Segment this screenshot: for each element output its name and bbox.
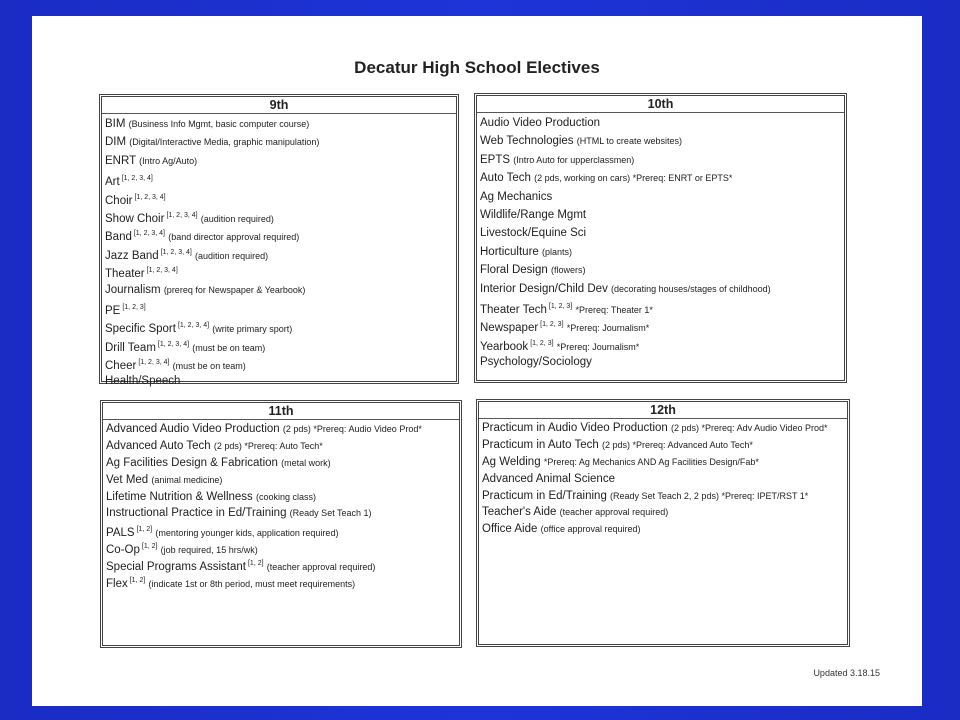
elective-name: Audio Video Production: [480, 117, 600, 129]
elective-name: Instructional Practice in Ed/Training: [106, 507, 287, 520]
period-marker: [1, 2]: [247, 560, 264, 568]
elective-name: Ag Welding: [482, 455, 541, 468]
elective-note: (2 pds, working on cars) *Prereq: ENRT or EPTS*: [534, 173, 733, 184]
elective-note: *Prereq: Theater 1*: [575, 304, 653, 315]
grade-9-box: [99, 94, 459, 388]
elective-name: Advanced Audio Video Production: [106, 423, 280, 435]
elective-note: (Intro Ag/Auto): [139, 155, 198, 166]
elective-note: (teacher approval required): [559, 507, 669, 518]
elective-item: [480, 316, 841, 334]
elective-item: [480, 298, 841, 316]
elective-note: (2 pds) *Prereq: Advanced Auto Tech*: [601, 439, 753, 450]
elective-name: Psychology/Sociology: [480, 356, 592, 369]
elective-name: Web Technologies: [480, 135, 574, 148]
elective-name: Special Programs Assistant: [106, 561, 246, 574]
grade-10-list: [477, 113, 844, 372]
elective-item: [105, 207, 453, 225]
grade-9-heading: 9th: [102, 97, 456, 114]
period-marker: [1, 2]: [129, 577, 146, 585]
elective-item: [105, 354, 453, 372]
elective-item: [106, 489, 456, 506]
elective-item: [105, 115, 453, 133]
elective-note: (audition required): [200, 213, 274, 224]
updated-date: Updated 3.18.15: [813, 668, 880, 678]
elective-note: (Ready Set Teach 2, 2 pds) *Prereq: IPET/RST 1*: [610, 490, 809, 501]
elective-item: [105, 281, 453, 299]
elective-item: [480, 169, 841, 187]
elective-note: (decorating houses/stages of childhood): [611, 283, 771, 294]
grade-11-heading: 11th: [103, 403, 459, 420]
elective-name: Floral Design: [480, 264, 548, 277]
elective-name: ENRT: [105, 154, 136, 167]
elective-item: [105, 170, 453, 188]
elective-name: Flex: [106, 578, 128, 590]
elective-note: (job required, 15 hrs/wk): [160, 545, 258, 556]
elective-name: DIM: [105, 136, 127, 149]
elective-item: [482, 471, 844, 488]
grade-12-box: [476, 399, 850, 647]
elective-name: Ag Facilities Design & Fabrication: [106, 456, 278, 469]
period-marker: [1, 2, 3, 4]: [133, 230, 165, 238]
elective-item: [480, 206, 841, 224]
elective-name: Cheer: [105, 360, 137, 373]
elective-name: Drill Team: [105, 341, 156, 354]
period-marker: [1, 2, 3]: [540, 321, 564, 329]
elective-name: Ag Mechanics: [480, 190, 553, 203]
elective-note: (must be on team): [172, 361, 246, 372]
elective-note: (indicate 1st or 8th period, must meet requirements): [148, 579, 356, 590]
elective-name: BIM: [105, 118, 126, 130]
period-marker: [1, 2, 3, 4]: [138, 359, 170, 367]
elective-item: [482, 521, 844, 538]
elective-name: Band: [105, 231, 132, 244]
period-marker: [1, 2, 3, 4]: [146, 267, 178, 275]
elective-item: [482, 488, 844, 505]
elective-item: [105, 244, 453, 262]
grade-11-box: [100, 400, 462, 648]
elective-name: PE: [105, 304, 121, 317]
period-marker: [1, 2, 3, 4]: [160, 248, 192, 256]
elective-item: [480, 224, 841, 242]
elective-item: [106, 522, 456, 539]
elective-name: Advanced Animal Science: [482, 472, 615, 485]
document-page: [32, 16, 922, 706]
elective-name: Yearbook: [480, 340, 529, 353]
elective-item: [106, 472, 456, 489]
elective-note: (flowers): [550, 265, 586, 276]
elective-name: Livestock/Equine Sci: [480, 227, 587, 240]
elective-name: PALS: [106, 527, 135, 540]
period-marker: [1, 2, 3]: [122, 303, 146, 311]
grade-10-heading: 10th: [477, 96, 844, 113]
elective-item: [482, 420, 844, 437]
elective-name: Theater Tech: [480, 303, 547, 316]
elective-note: (cooking class): [256, 491, 317, 502]
elective-item: [482, 454, 844, 471]
elective-note: (Ready Set Teach 1): [289, 508, 372, 519]
elective-name: Show Choir: [105, 212, 165, 225]
elective-name: Office Aide: [482, 523, 538, 536]
elective-item: [105, 152, 453, 170]
elective-item: [106, 539, 456, 556]
elective-note: (2 pds) *Prereq: Auto Tech*: [213, 440, 323, 451]
elective-name: Jazz Band: [105, 249, 159, 262]
elective-item: [106, 455, 456, 472]
period-marker: [1, 2, 3, 4]: [166, 211, 198, 219]
elective-name: EPTS: [480, 153, 511, 166]
elective-item: [105, 336, 453, 354]
period-marker: [1, 2, 3, 4]: [157, 340, 190, 348]
page-title: Decatur High School Electives: [354, 58, 600, 77]
elective-name: Practicum in Ed/Training: [482, 489, 607, 502]
period-marker: [1, 2, 3]: [530, 339, 554, 347]
elective-item: [106, 505, 456, 522]
elective-name: Health/Speech: [105, 375, 181, 388]
period-marker: [1, 2, 3]: [548, 302, 573, 310]
elective-note: (2 pds) *Prereq: Adv Audio Video Prod*: [671, 423, 828, 433]
elective-item: [482, 437, 844, 454]
elective-note: (Intro Auto for upperclassmen): [513, 154, 635, 165]
elective-name: Wildlife/Range Mgmt: [480, 208, 587, 221]
grade-12-list: [479, 419, 847, 539]
elective-name: Vet Med: [106, 473, 149, 486]
elective-note: (write primary sport): [212, 324, 293, 335]
elective-item: [105, 133, 453, 151]
elective-item: [480, 188, 841, 206]
elective-name: Co-Op: [106, 544, 140, 557]
elective-name: Newspaper: [480, 322, 539, 335]
elective-note: (metal work): [281, 457, 331, 468]
elective-item: [105, 262, 453, 280]
period-marker: [1, 2]: [141, 543, 158, 551]
elective-name: Auto Tech: [480, 172, 531, 185]
elective-note: *Prereq: Journalism*: [566, 323, 650, 334]
elective-note: *Prereq: Ag Mechanics AND Ag Facilities Design/Fab*: [543, 456, 759, 467]
grade-9-list: [102, 114, 456, 392]
elective-item: [106, 438, 456, 455]
elective-note: (plants): [542, 246, 573, 257]
elective-note: (animal medicine): [151, 474, 223, 485]
elective-note: (2 pds) *Prereq: Audio Video Prod*: [282, 424, 422, 434]
elective-note: (Business Info Mgmt, basic computer course): [128, 119, 310, 129]
elective-item: [106, 556, 456, 573]
elective-name: Theater: [105, 268, 145, 281]
elective-item: [480, 132, 841, 150]
elective-note: (band director approval required): [168, 232, 300, 243]
elective-item: [480, 335, 841, 353]
elective-item: [106, 573, 456, 590]
elective-note: (Digital/Interactive Media, graphic manipulation): [129, 137, 320, 148]
elective-note: (mentoring younger kids, application required): [155, 528, 339, 539]
elective-item: [105, 372, 453, 390]
period-marker: [1, 2]: [136, 526, 153, 534]
elective-name: Practicum in Audio Video Production: [482, 422, 668, 434]
elective-name: Art: [105, 176, 120, 189]
elective-name: Horticulture: [480, 245, 539, 258]
elective-note: (audition required): [195, 250, 269, 261]
elective-item: [105, 189, 453, 207]
grade-12-heading: 12th: [479, 402, 847, 419]
elective-item: [480, 151, 841, 169]
elective-item: [480, 261, 841, 279]
elective-item: [480, 280, 841, 298]
elective-item: [105, 317, 453, 335]
elective-name: Teacher's Aide: [482, 506, 557, 519]
elective-item: [105, 299, 453, 317]
elective-name: Advanced Auto Tech: [106, 439, 211, 452]
elective-name: Interior Design/Child Dev: [480, 282, 608, 295]
elective-note: (office approval required): [540, 524, 641, 535]
period-marker: [1, 2, 3, 4]: [177, 322, 210, 330]
elective-note: (HTML to create websites): [576, 136, 682, 147]
elective-item: [106, 421, 456, 438]
elective-note: *Prereq: Journalism*: [556, 341, 640, 352]
elective-note: (teacher approval required): [266, 562, 376, 573]
grade-11-list: [103, 420, 459, 591]
elective-item: [482, 504, 844, 521]
grade-10-box: [474, 93, 847, 383]
period-marker: [1, 2, 3, 4]: [134, 193, 166, 201]
elective-item: [480, 243, 841, 261]
elective-name: Practicum in Auto Tech: [482, 438, 599, 451]
elective-note: (must be on team): [192, 342, 266, 353]
elective-name: Choir: [105, 194, 133, 207]
elective-name: Journalism: [105, 283, 161, 296]
elective-item: [480, 114, 841, 132]
period-marker: [1, 2, 3, 4]: [121, 175, 153, 183]
elective-name: Lifetime Nutrition & Wellness: [106, 490, 253, 503]
elective-item: [105, 225, 453, 243]
elective-name: Specific Sport: [105, 323, 176, 336]
elective-note: (prereq for Newspaper & Yearbook): [163, 284, 306, 295]
elective-item: [480, 353, 841, 371]
